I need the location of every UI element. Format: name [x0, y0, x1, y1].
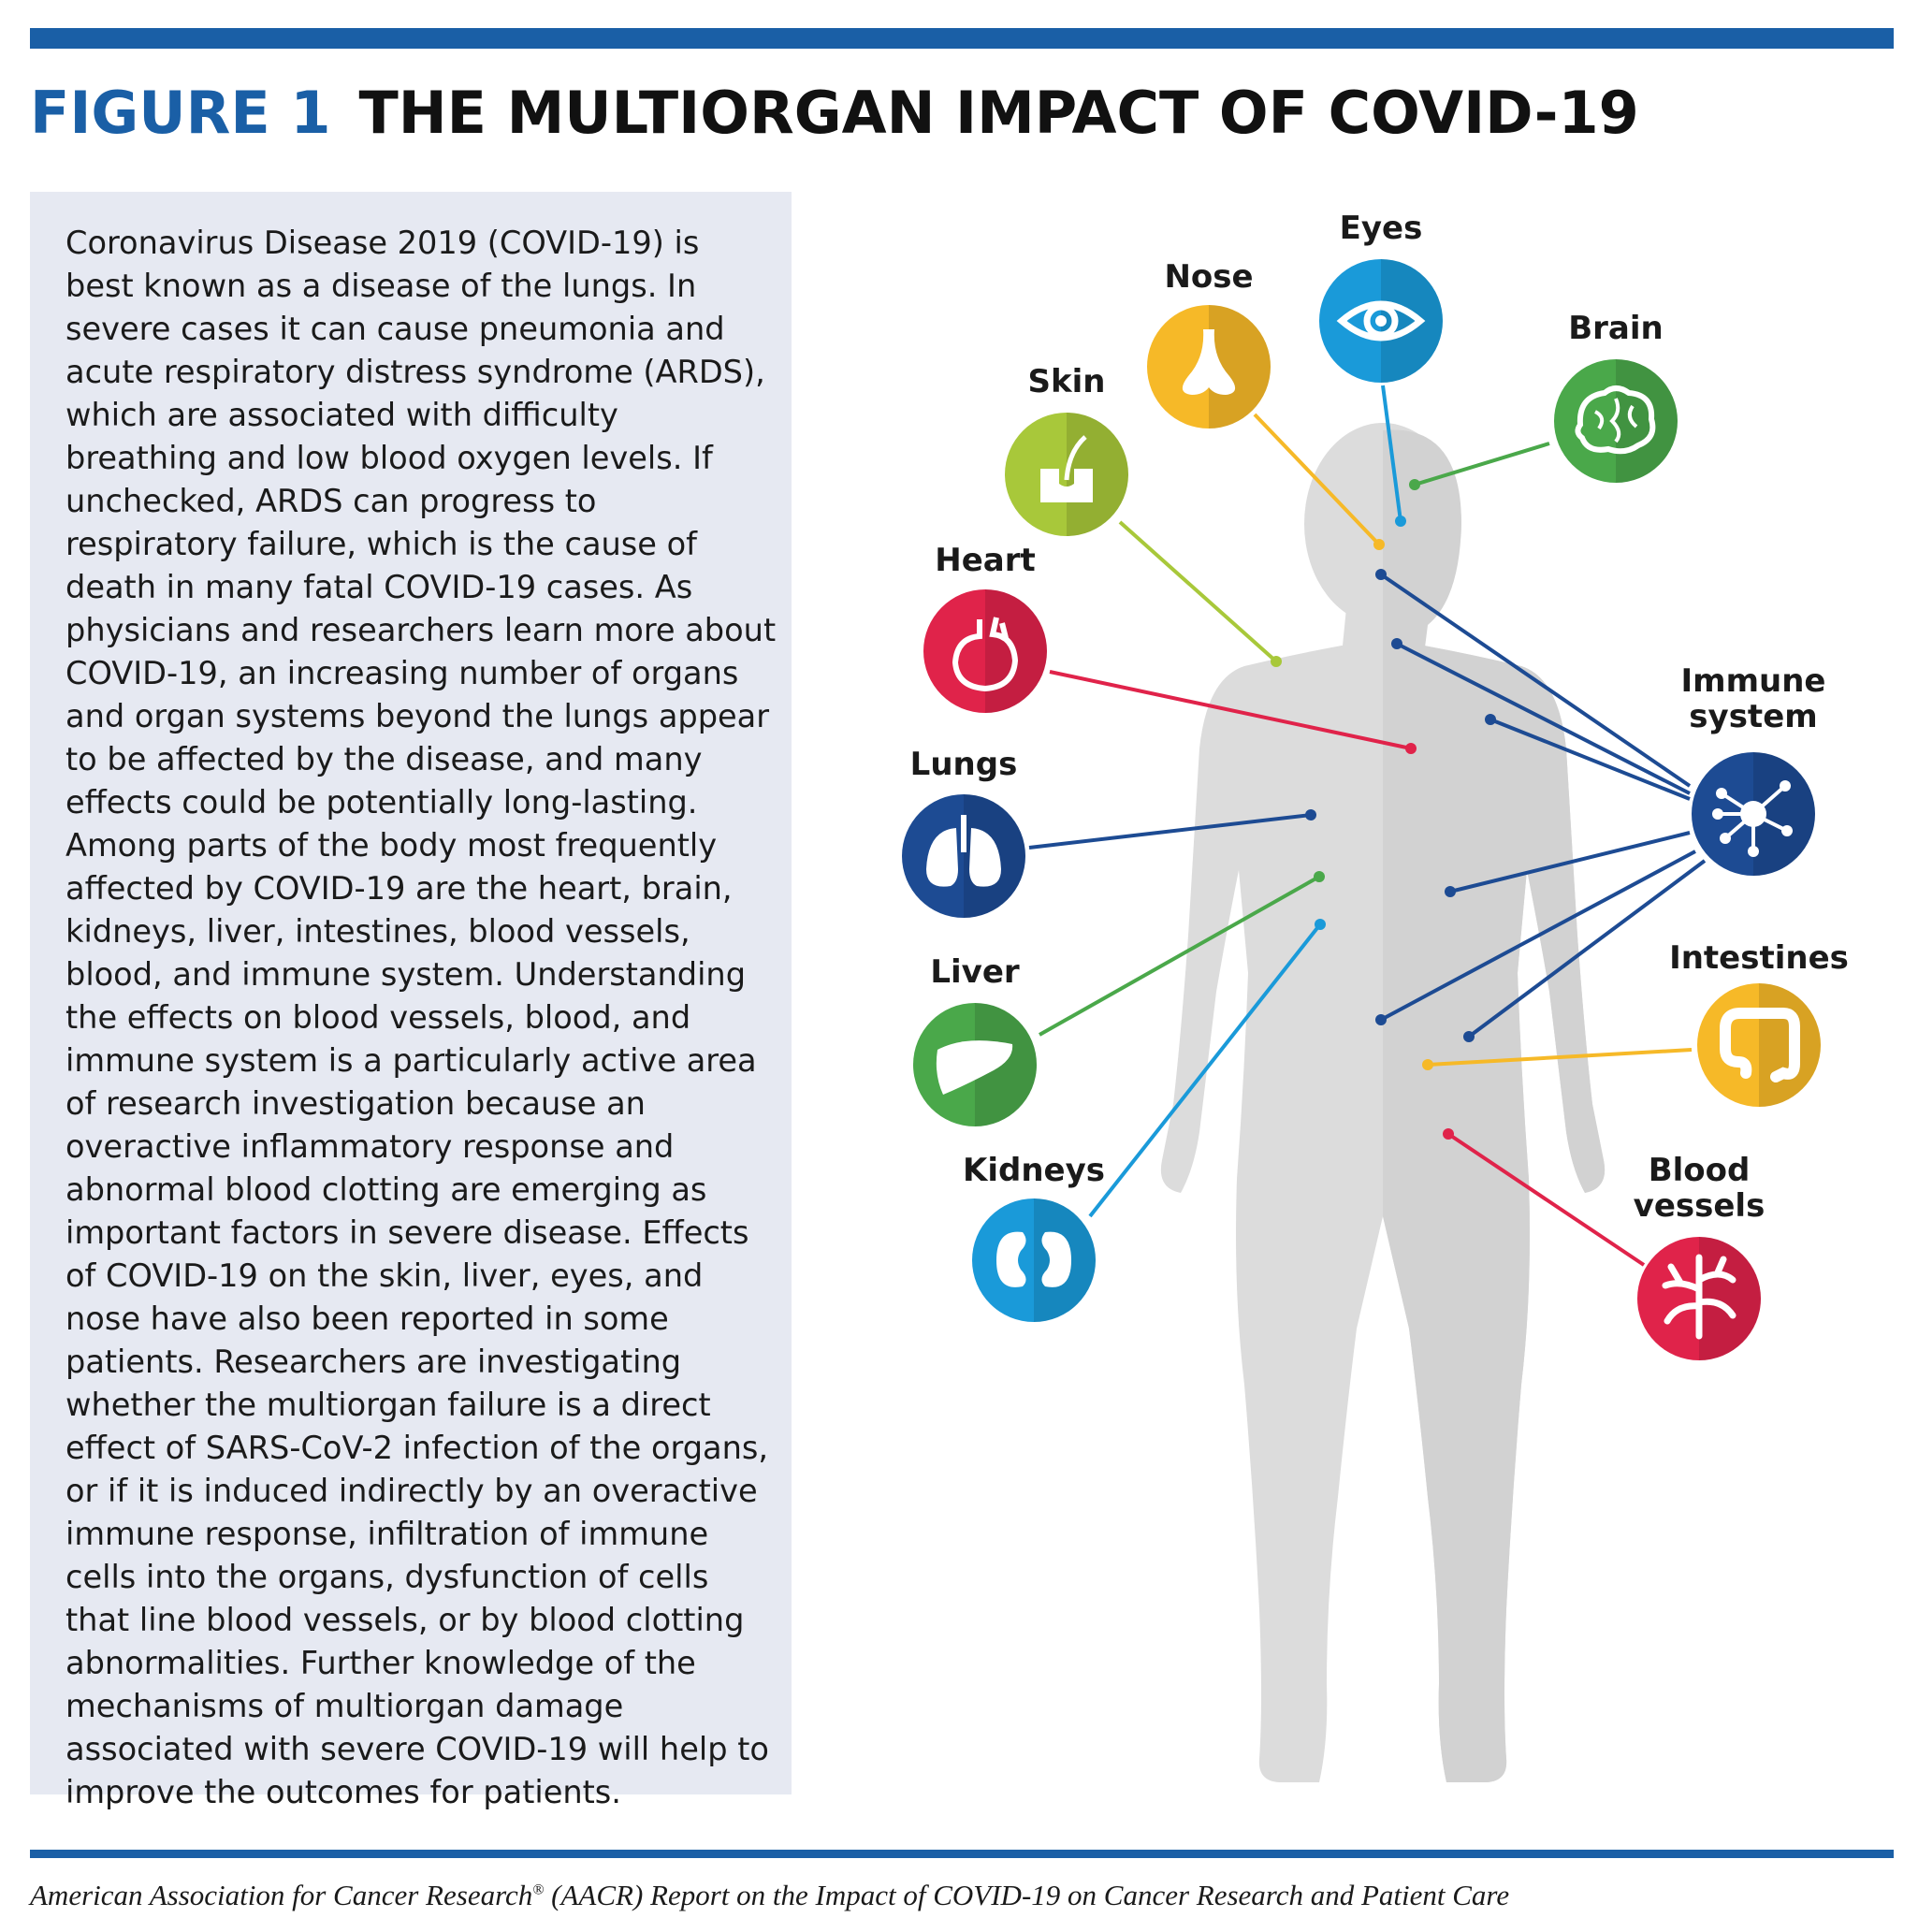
- citation-before: American Association for Cancer Research: [30, 1879, 533, 1911]
- immune-connector-dot: [1375, 569, 1387, 580]
- immune-connector-dot: [1463, 1031, 1475, 1042]
- immune-connector-dot: [1485, 714, 1496, 725]
- eyes-circle-shade: [1381, 259, 1443, 383]
- organ-node-liver: [913, 953, 1037, 1126]
- organ-node-brain: [1554, 310, 1678, 483]
- organ-node-immune: [1681, 662, 1826, 876]
- brain-circle-shade: [1616, 359, 1678, 483]
- organ-node-kidneys: [963, 1152, 1105, 1322]
- heart-label: Heart: [935, 542, 1036, 579]
- eyes-label: Eyes: [1339, 210, 1423, 247]
- organ-node-heart: [923, 542, 1047, 713]
- organ-node-skin: [1005, 363, 1128, 536]
- registered-mark: ®: [532, 1881, 545, 1898]
- organ-node-intestines: [1669, 939, 1849, 1107]
- nose-label: Nose: [1164, 258, 1254, 296]
- bottom-rule: [30, 1850, 1894, 1858]
- citation-after: (AACR) Report on the Impact of COVID-19 on Cancer Research and Patient Care: [544, 1879, 1510, 1911]
- skin-label: Skin: [1027, 363, 1106, 400]
- brain-connector-dot: [1409, 479, 1420, 490]
- organ-node-nose: [1147, 258, 1271, 429]
- skin-connector-line: [1120, 522, 1276, 661]
- nose-connector-dot: [1373, 539, 1385, 550]
- lungs-connector-dot: [1305, 809, 1316, 821]
- eyes-connector-dot: [1395, 516, 1406, 527]
- organ-node-eyes: [1319, 210, 1443, 383]
- brain-label: Brain: [1568, 310, 1664, 347]
- liver-label: Liver: [930, 953, 1020, 991]
- blood-vessels-label: Blood: [1648, 1152, 1751, 1189]
- lungs-label: Lungs: [909, 746, 1018, 783]
- blood-vessels-connector-dot: [1443, 1128, 1454, 1140]
- immune-label: Immune: [1680, 662, 1826, 700]
- immune-label: system: [1689, 698, 1818, 735]
- immune-connector-dot: [1445, 886, 1456, 897]
- immune-connector-dot: [1391, 638, 1402, 649]
- skin-connector-dot: [1271, 656, 1282, 667]
- liver-connector-dot: [1314, 871, 1325, 882]
- kidneys-connector-dot: [1315, 919, 1326, 930]
- organ-node-lungs: [902, 746, 1025, 918]
- kidneys-label: Kidneys: [962, 1152, 1106, 1189]
- intestines-connector-dot: [1422, 1059, 1433, 1070]
- intestines-label: Intestines: [1669, 939, 1849, 977]
- immune-connector-dot: [1375, 1014, 1387, 1025]
- figure-label: FIGURE 1: [30, 79, 331, 147]
- description-text: Coronavirus Disease 2019 (COVID-19) is best known as a disease of the lungs. In severe cases it can cause pneumonia and acute respiratory distress syndrome (ARDS), which are associated with difficulty breathing and low blood oxygen levels. If unchecked, ARDS can progress to respiratory failure, which is the cause of death in many fatal COVID-19 cases. As physicians and researchers learn more about COVID-19, an increasing number of organs and organ systems beyond the lungs appear to be affected by the disease, and many effects could be potentially long-lasting. Among parts of the body most frequently affected by COVID-19 are the heart, brain, kidneys, liver, intestines, blood vessels, blood, and immune system. Understanding the effects on blood vessels, blood, and immune system is a particularly active area of research investigation because an overactive inflammatory response and abnormal blood clotting are emerging as important factors in severe disease. Effects of COVID-19 on the skin, liver, eyes, and nose have also been reported in some patients. Researchers are investigating whether the multiorgan failure is a direct effect of SARS-CoV-2 infection of the organs, or if it is induced indirectly by an overactive immune response, infiltration of immune cells into the organs, dysfunction of cells that line blood vessels, or by blood clotting abnormalities. Further knowledge of the mechanisms of multiorgan damage associated with severe COVID-19 will help to improve the outcomes for patients.: [65, 225, 777, 1810]
- citation: [30, 1879, 1509, 1912]
- human-silhouette: [1161, 423, 1605, 1782]
- title-text: THE MULTIORGAN IMPACT OF COVID-19: [358, 79, 1639, 147]
- organ-node-blood-vessels: [1634, 1152, 1765, 1360]
- heart-connector-dot: [1405, 743, 1417, 754]
- blood-vessels-label: vessels: [1633, 1187, 1765, 1225]
